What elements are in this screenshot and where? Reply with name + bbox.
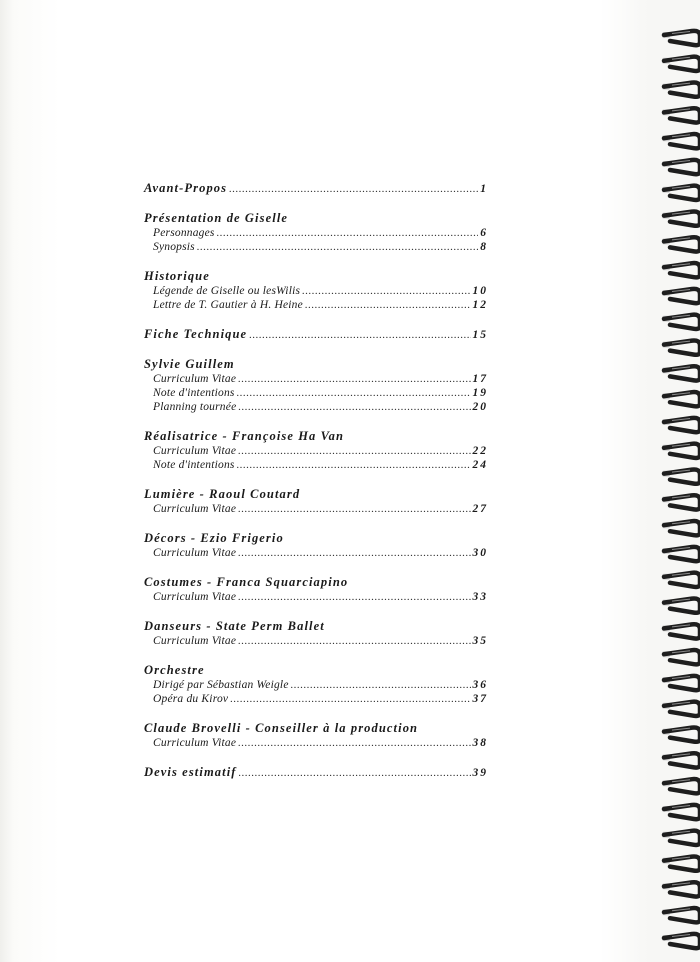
toc-entry <box>144 678 488 692</box>
dot-leader <box>217 226 479 240</box>
page-number: 8 <box>480 241 488 253</box>
page-number: 37 <box>472 693 488 705</box>
page-number: 6 <box>480 227 488 239</box>
dot-leader <box>302 284 470 298</box>
page-number: 30 <box>472 547 488 559</box>
table-of-contents <box>144 181 488 795</box>
dot-leader <box>238 546 470 560</box>
toc-entry <box>144 458 488 472</box>
toc-heading-label: Costumes - Franca Squarciapino <box>144 575 349 589</box>
toc-section <box>144 181 488 196</box>
binding-ring-icon <box>662 521 700 535</box>
binding-ring-icon <box>662 366 700 380</box>
page-number: 35 <box>472 635 488 647</box>
page-number: 24 <box>472 459 488 471</box>
page-number: 36 <box>472 679 488 691</box>
dot-leader <box>238 590 470 604</box>
binding-ring-icon <box>662 108 700 122</box>
toc-entry-label: Curriculum Vitae <box>153 737 237 749</box>
toc-heading <box>144 357 488 372</box>
binding-ring-icon <box>662 392 700 406</box>
toc-entry-label: Lettre de T. Gautier à H. Heine <box>153 299 303 311</box>
binding-ring-icon <box>662 753 700 767</box>
binding-ring-icon <box>662 186 700 200</box>
binding-ring-icon <box>662 779 700 793</box>
page-number: 17 <box>472 373 488 385</box>
toc-entry-label: Synopsis <box>153 241 195 253</box>
toc-heading <box>144 619 488 634</box>
toc-entry-label: Curriculum Vitae <box>153 445 237 457</box>
toc-section <box>144 721 488 750</box>
binding-ring-icon <box>662 263 700 277</box>
binding-ring-icon <box>662 418 700 432</box>
toc-section <box>144 619 488 648</box>
toc-heading-label: Lumière - Raoul Coutard <box>144 487 301 501</box>
binding-ring-icon <box>662 702 700 716</box>
toc-heading <box>144 663 488 678</box>
page-number: 19 <box>472 387 488 399</box>
toc-section <box>144 357 488 414</box>
binding-ring-icon <box>662 160 700 174</box>
toc-entry <box>144 226 488 240</box>
dot-leader <box>230 692 470 706</box>
toc-heading-label: Claude Brovelli - Conseiller à la production <box>144 721 419 735</box>
toc-entry-label: Planning tournée <box>153 401 237 413</box>
toc-heading-label: Danseurs - State Perm Ballet <box>144 619 325 633</box>
toc-entry <box>144 634 488 648</box>
toc-heading-label: Avant-Propos <box>144 181 228 195</box>
binding-ring-icon <box>662 573 700 587</box>
toc-entry-label: Curriculum Vitae <box>153 503 237 515</box>
page-number: 1 <box>480 183 488 195</box>
page-number: 10 <box>472 285 488 297</box>
page-number: 27 <box>472 503 488 515</box>
toc-section <box>144 269 488 312</box>
dot-leader <box>229 182 478 197</box>
page-number: 33 <box>472 591 488 603</box>
binding-ring-icon <box>662 856 700 870</box>
binding-ring-icon <box>662 727 700 741</box>
toc-entry-label: Curriculum Vitae <box>153 373 237 385</box>
toc-heading-label: Présentation de Giselle <box>144 211 289 225</box>
toc-heading <box>144 269 488 284</box>
toc-section <box>144 575 488 604</box>
toc-heading-label: Historique <box>144 269 210 283</box>
toc-entry-label: Curriculum Vitae <box>153 591 237 603</box>
dot-leader <box>237 386 471 400</box>
toc-entry <box>144 240 488 254</box>
toc-entry <box>144 692 488 706</box>
binding-ring-icon <box>662 831 700 845</box>
binding-ring-icon <box>662 315 700 329</box>
toc-heading <box>144 181 488 196</box>
dot-leader <box>238 502 470 516</box>
toc-entry-label: Curriculum Vitae <box>153 635 237 647</box>
binding-ring-icon <box>662 31 700 45</box>
toc-heading-label: Sylvie Guillem <box>144 357 235 371</box>
page-number: 39 <box>472 767 488 779</box>
toc-entry <box>144 736 488 750</box>
toc-heading <box>144 487 488 502</box>
dot-leader <box>305 298 471 312</box>
page-number: 15 <box>472 329 488 341</box>
toc-heading-label: Orchestre <box>144 663 205 677</box>
dot-leader <box>197 240 478 254</box>
toc-entry <box>144 284 488 298</box>
binding-ring-icon <box>662 882 700 896</box>
page-number: 38 <box>472 737 488 749</box>
binding-ring-icon <box>662 934 700 948</box>
toc-entry-label: Personnages <box>153 227 215 239</box>
dot-leader <box>238 444 470 458</box>
toc-entry-label: Note d'intentions <box>153 459 235 471</box>
toc-heading <box>144 429 488 444</box>
binding-ring-icon <box>662 82 700 96</box>
toc-entry <box>144 386 488 400</box>
dot-leader <box>291 678 471 692</box>
toc-entry <box>144 502 488 516</box>
binding-ring-icon <box>662 676 700 690</box>
dot-leader <box>237 458 471 472</box>
toc-entry-label: Dirigé par Sébastian Weigle <box>153 679 289 691</box>
toc-entry <box>144 298 488 312</box>
dot-leader <box>238 736 470 750</box>
toc-section <box>144 487 488 516</box>
binding-ring-icon <box>662 495 700 509</box>
toc-entry <box>144 444 488 458</box>
binding-ring-icon <box>662 444 700 458</box>
toc-heading-label: Fiche Technique <box>144 327 248 341</box>
toc-entry <box>144 400 488 414</box>
toc-entry-label: Opéra du Kirov <box>153 693 229 705</box>
toc-section <box>144 429 488 472</box>
toc-section <box>144 531 488 560</box>
binding-ring-icon <box>662 650 700 664</box>
binding-ring-icon <box>662 289 700 303</box>
binding-ring-icon <box>662 469 700 483</box>
dot-leader <box>239 766 471 781</box>
toc-heading-label: Réalisatrice - Françoise Ha Van <box>144 429 345 443</box>
binding-ring-icon <box>662 598 700 612</box>
binding-ring-icon <box>662 340 700 354</box>
toc-section <box>144 327 488 342</box>
dot-leader <box>249 328 470 343</box>
toc-entry-label: Note d'intentions <box>153 387 235 399</box>
toc-heading <box>144 721 488 736</box>
toc-heading <box>144 575 488 590</box>
binding-ring-icon <box>662 211 700 225</box>
dot-leader <box>238 372 470 386</box>
toc-entry <box>144 590 488 604</box>
dot-leader <box>238 400 470 414</box>
toc-section <box>144 765 488 780</box>
binding-ring-icon <box>662 134 700 148</box>
toc-section <box>144 663 488 706</box>
toc-heading <box>144 531 488 546</box>
toc-entry-label: Curriculum Vitae <box>153 547 237 559</box>
binding-ring-icon <box>662 57 700 71</box>
toc-entry-label: Légende de Giselle ou lesWilis <box>153 285 301 297</box>
toc-heading <box>144 765 488 780</box>
page-number: 12 <box>472 299 488 311</box>
page-number: 22 <box>472 445 488 457</box>
toc-heading-label: Décors - Ezio Frigerio <box>144 531 284 545</box>
binding-ring-icon <box>662 908 700 922</box>
page-number: 20 <box>472 401 488 413</box>
toc-heading-label: Devis estimatif <box>144 765 237 779</box>
binding-ring-icon <box>662 237 700 251</box>
dot-leader <box>238 634 470 648</box>
binding-ring-icon <box>662 624 700 638</box>
toc-section <box>144 211 488 254</box>
binding-ring-icon <box>662 805 700 819</box>
spiral-binding <box>658 0 700 962</box>
toc-heading <box>144 327 488 342</box>
toc-entry <box>144 372 488 386</box>
toc-entry <box>144 546 488 560</box>
binding-ring-icon <box>662 547 700 561</box>
toc-heading <box>144 211 488 226</box>
